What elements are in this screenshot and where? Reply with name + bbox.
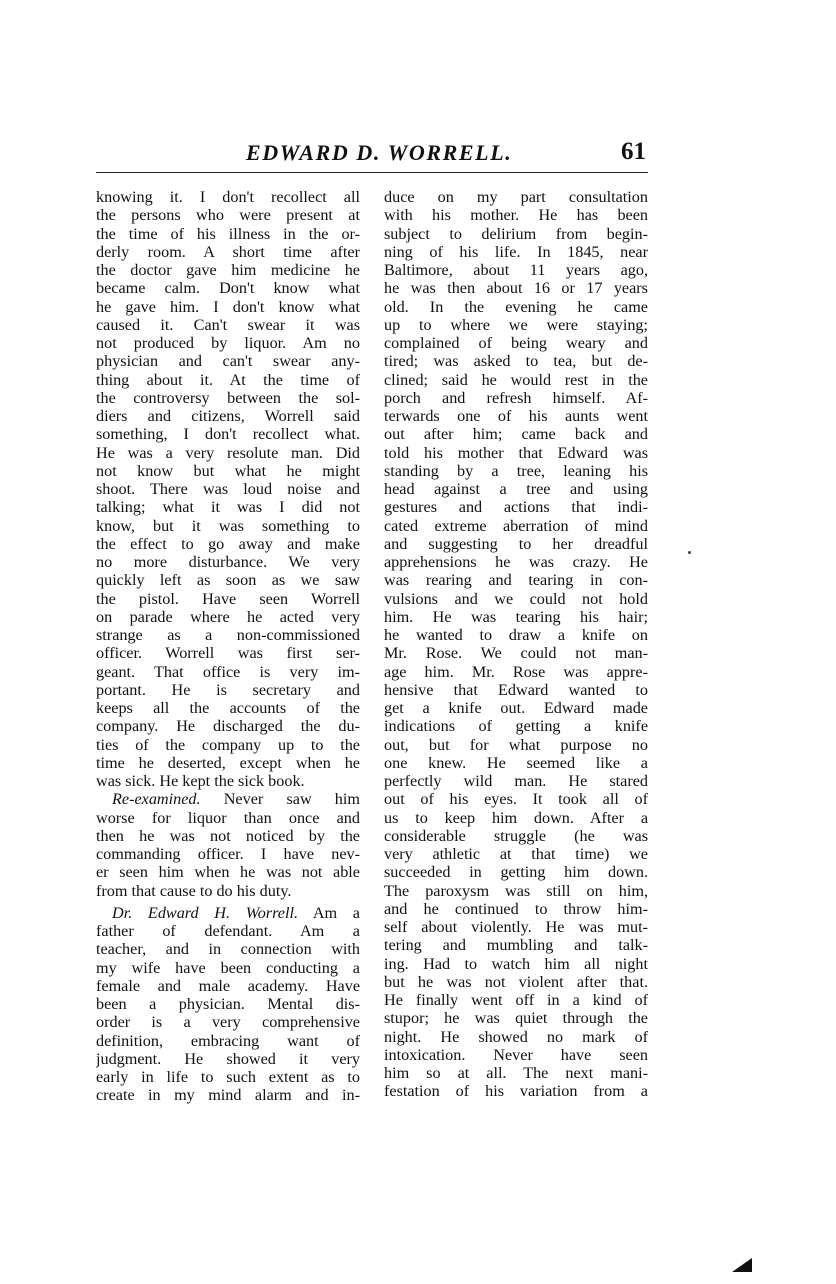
right-column-body <box>384 188 648 1101</box>
text-line: thing about it. At the time of <box>96 370 360 389</box>
page-header <box>96 136 648 170</box>
text-line: know, but it was something to <box>96 516 360 535</box>
text-line: indications of getting a knife <box>384 717 648 736</box>
reexamined-line <box>96 790 360 808</box>
text-line: succeeded in getting him down. <box>384 863 648 882</box>
text-line: up to where we were staying; <box>384 315 648 334</box>
text-line: the time of his illness in the or- <box>96 224 360 243</box>
text-line: not know but what he might <box>96 461 360 480</box>
text-line: cated extreme aberration of mind <box>384 516 648 535</box>
text-line: He was a very resolute man. Did <box>96 443 360 462</box>
text-line: old. In the evening he came <box>384 297 648 316</box>
corner-page-mark <box>732 1258 752 1272</box>
text-line: he gave him. I don't know what <box>96 297 360 316</box>
text-line: talking; what it was I did not <box>96 498 360 517</box>
text-line: shoot. There was loud noise and <box>96 480 360 498</box>
text-line: female and male academy. Have <box>96 976 360 995</box>
text-line: ing. Had to watch him all night <box>384 954 648 973</box>
text-line: and suggesting to her dreadful <box>384 534 648 553</box>
text-line: head against a tree and using <box>384 480 648 498</box>
text-line: hensive that Edward wanted to <box>384 680 648 699</box>
text-line: time he deserted, except when he <box>96 753 360 772</box>
text-line: vulsions and we could not hold <box>384 589 648 608</box>
text-line: with his mother. He has been <box>384 206 648 225</box>
witness-text: Am a <box>298 903 360 922</box>
text-line: duce on my part consultation <box>384 188 648 206</box>
text-line: teacher, and in connection with <box>96 940 360 959</box>
text-line: him so at all. The next mani- <box>384 1064 648 1082</box>
text-line: physician and can't swear any- <box>96 352 360 371</box>
text-line: the persons who were present at <box>96 206 360 225</box>
text-line: self about violently. He was mut- <box>384 918 648 936</box>
text-line: commanding officer. I have nev- <box>96 845 360 863</box>
text-line: ning of his life. In 1845, near <box>384 242 648 261</box>
right-column <box>384 188 648 1101</box>
text-line: the controversy between the sol- <box>96 388 360 407</box>
text-line: became calm. Don't know what <box>96 279 360 298</box>
text-line: no more disturbance. We very <box>96 553 360 571</box>
text-line: something, I don't recollect what. <box>96 425 360 444</box>
text-line: gestures and actions that indi- <box>384 498 648 517</box>
text-line: ties of the company up to the <box>96 735 360 754</box>
text-line: Baltimore, about 11 years ago, <box>384 261 648 279</box>
text-line: father of defendant. Am a <box>96 922 360 940</box>
text-line: The paroxysm was still on him, <box>384 881 648 900</box>
text-line: out of his eyes. It took all of <box>384 790 648 809</box>
text-line: the pistol. Have seen Worrell <box>96 589 360 608</box>
text-line: not produced by liquor. Am no <box>96 334 360 352</box>
text-line: on parade where he acted very <box>96 607 360 626</box>
reexamined-body <box>96 809 360 900</box>
text-line: diers and citizens, Worrell said <box>96 407 360 425</box>
text-line: and he continued to throw him- <box>384 899 648 918</box>
text-line: tering and mumbling and talk- <box>384 936 648 955</box>
witness-body <box>96 922 360 1105</box>
text-line: knowing it. I don't recollect all <box>96 188 360 206</box>
text-line: night. He showed no mark of <box>384 1027 648 1046</box>
text-line: order is a very comprehensive <box>96 1013 360 1032</box>
text-line: He finally went off in a kind of <box>384 991 648 1009</box>
text-line: us to keep him down. After a <box>384 808 648 827</box>
text-line: keeps all the accounts of the <box>96 699 360 717</box>
text-line: out after him; came back and <box>384 425 648 444</box>
text-line: terwards one of his aunts went <box>384 407 648 425</box>
text-line: officer. Worrell was first ser- <box>96 644 360 663</box>
text-line: clined; said he would rest in the <box>384 370 648 389</box>
text-line: derly room. A short time after <box>96 242 360 261</box>
text-line: get a knife out. Edward made <box>384 699 648 717</box>
text-line: the effect to go away and make <box>96 534 360 553</box>
text-line: from that cause to do his duty. <box>96 881 292 900</box>
text-line: then he was not noticed by the <box>96 826 360 845</box>
text-line: him. He was tearing his hair; <box>384 607 648 626</box>
text-line: perfectly wild man. He stared <box>384 772 648 790</box>
text-line: was sick. He kept the sick book. <box>96 772 305 790</box>
text-line: portant. He is secretary and <box>96 680 360 699</box>
text-line: company. He discharged the du- <box>96 717 360 736</box>
text-line: subject to delirium from begin- <box>384 224 648 243</box>
text-line: he was then about 16 or 17 years <box>384 279 648 298</box>
text-line: Mr. Rose. We could not man- <box>384 644 648 663</box>
text-line: complained of being weary and <box>384 334 648 352</box>
header-rule <box>96 172 648 173</box>
text-line: worse for liquor than once and <box>96 808 360 827</box>
witness-label: Dr. Edward H. Worrell. <box>112 903 299 922</box>
text-line: told his mother that Edward was <box>384 443 648 462</box>
left-column <box>96 188 360 1105</box>
text-line: very athletic at that time) we <box>384 845 648 863</box>
text-line: er seen him when he was not able <box>96 863 360 882</box>
text-line: create in my mind alarm and in- <box>96 1086 360 1105</box>
page-number: 61 <box>621 138 646 165</box>
left-column-body <box>96 188 360 790</box>
text-line: early in life to such extent as to <box>96 1068 360 1086</box>
text-line: festation of his variation from a <box>384 1082 648 1101</box>
text-line: but he was not violent after that. <box>384 972 648 991</box>
reexamined-text: Never saw him <box>200 790 360 809</box>
text-line: judgment. He showed it very <box>96 1049 360 1068</box>
running-title: EDWARD D. WORRELL. <box>246 140 513 165</box>
text-line: my wife have been conducting a <box>96 958 360 977</box>
text-line: porch and refresh himself. Af- <box>384 388 648 407</box>
text-line: considerable struggle (he was <box>384 826 648 845</box>
text-line: geant. That office is very im- <box>96 662 360 681</box>
text-line: definition, embracing want of <box>96 1031 360 1050</box>
text-line: strange as a non-commissioned <box>96 626 360 644</box>
witness-line <box>96 904 360 922</box>
text-line: one knew. He seemed like a <box>384 753 648 772</box>
text-line: been a physician. Mental dis- <box>96 995 360 1013</box>
text-line: the doctor gave him medicine he <box>96 261 360 279</box>
text-line: out, but for what purpose no <box>384 735 648 754</box>
stray-dot-mark <box>688 551 691 554</box>
text-line: tired; was asked to tea, but de- <box>384 352 648 371</box>
reexamined-label: Re-examined. <box>112 790 201 809</box>
text-line: apprehensions he was crazy. He <box>384 553 648 571</box>
text-line: stupor; he was quiet through the <box>384 1009 648 1028</box>
text-line: age him. Mr. Rose was appre- <box>384 662 648 681</box>
text-line: caused it. Can't swear it was <box>96 315 360 334</box>
text-line: standing by a tree, leaning his <box>384 461 648 480</box>
text-line: quickly left as soon as we saw <box>96 571 360 590</box>
text-line: intoxication. Never have seen <box>384 1045 648 1064</box>
text-line: he wanted to draw a knife on <box>384 626 648 644</box>
text-line: was rearing and tearing in con- <box>384 571 648 590</box>
